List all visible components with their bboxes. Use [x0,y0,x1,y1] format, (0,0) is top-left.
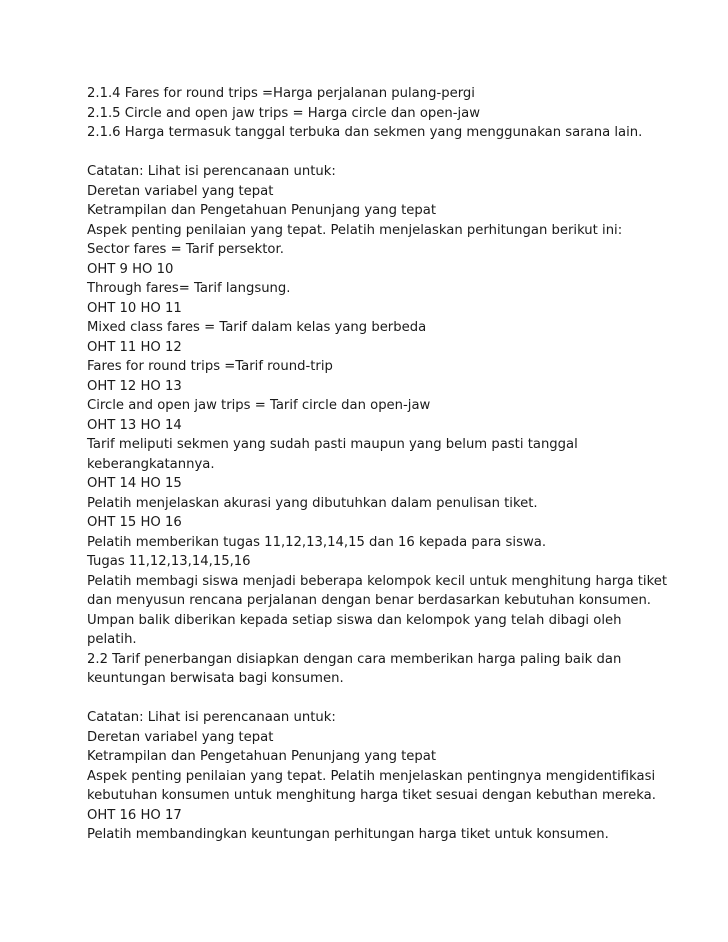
text-line: OHT 13 HO 14 [87,417,182,433]
text-line: 2.1.6 Harga termasuk tanggal terbuka dan sekmen yang menggunakan sarana lain. [87,125,643,140]
paragraph-fares-list [87,84,707,143]
text-line: Aspek penting penilaian yang tepat. Pelatih menjelaskan pentingnya mengidentifikasi [87,768,656,784]
text-line: OHT 15 HO 16 [87,515,182,530]
text-line: OHT 16 HO 17 [87,807,182,823]
paragraph-spacer [87,143,707,163]
text-line: Tarif meliputi sekmen yang sudah pasti maupun yang belum pasti tanggal [87,437,578,452]
text-line: OHT 9 HO 10 [87,261,174,277]
text-line: Deretan variabel yang tepat [87,729,274,745]
text-line: Deretan variabel yang tepat [87,183,274,199]
text-line: keuntungan berwisata bagi konsumen. [87,671,344,686]
text-line: Through fares= Tarif langsung. [87,281,291,296]
text-line: Catatan: Lihat isi perencanaan untuk: [87,164,336,179]
text-line: Sector fares = Tarif persektor. [87,242,284,257]
text-line: 2.2 Tarif penerbangan disiapkan dengan cara memberikan harga paling baik dan [87,651,622,667]
text-line: OHT 10 HO 11 [87,300,182,316]
text-line: OHT 12 HO 13 [87,378,182,394]
paragraph-notes-2 [87,708,707,845]
text-line: Ketrampilan dan Pengetahuan Penunjang yang tepat [87,749,437,764]
text-line: keberangkatannya. [87,456,215,472]
text-line: Pelatih membagi siswa menjadi beberapa kelompok kecil untuk menghitung harga tiket [87,573,668,589]
text-line: Pelatih memberikan tugas 11,12,13,14,15 dan 16 kepada para siswa. [87,534,547,550]
paragraph-spacer [87,689,707,709]
text-line: kebutuhan konsumen untuk menghitung harga tiket sesuai dengan kebuthan mereka. [87,788,656,803]
text-line: Pelatih membandingkan keuntungan perhitungan harga tiket untuk konsumen. [87,827,609,842]
text-line: Circle and open jaw trips = Tarif circle dan open-jaw [87,398,431,413]
text-line: Umpan balik diberikan kepada setiap siswa dan kelompok yang telah dibagi oleh [87,612,622,628]
text-line: 2.1.4 Fares for round trips =Harga perjalanan pulang-pergi [87,86,475,101]
text-line: 2.1.5 Circle and open jaw trips = Harga circle dan open-jaw [87,105,481,121]
paragraph-notes-1 [87,162,707,689]
text-line: Mixed class fares = Tarif dalam kelas yang berbeda [87,320,427,335]
text-line: dan menyusun rencana perjalanan dengan benar berdasarkan kebutuhan konsumen. [87,593,651,608]
text-line: Tugas 11,12,13,14,15,16 [87,554,251,569]
document-page [87,84,707,845]
text-line: Fares for round trips =Tarif round-trip [87,359,333,374]
text-line: Pelatih menjelaskan akurasi yang dibutuhkan dalam penulisan tiket. [87,495,538,511]
text-line: pelatih. [87,632,137,647]
text-line: OHT 14 HO 15 [87,476,182,491]
text-line: Catatan: Lihat isi perencanaan untuk: [87,710,336,725]
text-line: OHT 11 HO 12 [87,339,182,355]
text-line: Aspek penting penilaian yang tepat. Pelatih menjelaskan perhitungan berikut ini: [87,222,623,238]
text-line: Ketrampilan dan Pengetahuan Penunjang yang tepat [87,203,437,218]
